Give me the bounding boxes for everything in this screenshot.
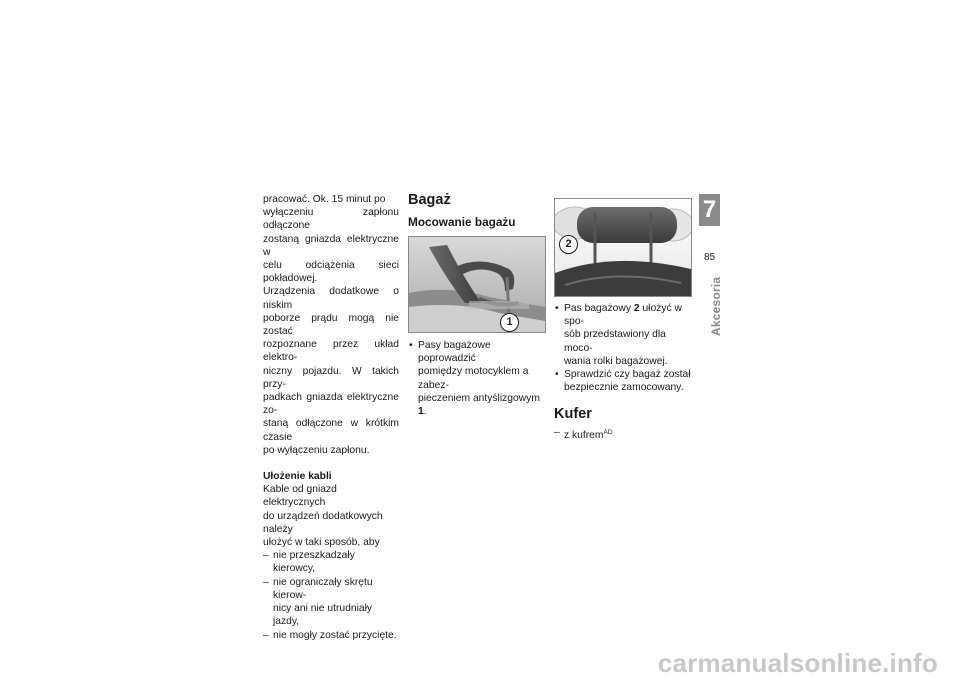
text-column-1	[263, 193, 399, 642]
photo-illustration	[409, 237, 545, 332]
bullet-marker: •	[555, 369, 559, 381]
reference-1: 1	[418, 406, 424, 418]
chapter-number: 7	[699, 194, 720, 226]
watermark: carmanualsonline.info	[657, 648, 938, 678]
bullet-item-strap-routing: • Pasy bagażowe poprowadzić pomiędzy motocyklem a zabez- pieczeniem antyślizgowym 1.	[409, 340, 540, 418]
bullet-marker: •	[555, 303, 559, 314]
bullet-marker: •	[409, 340, 413, 351]
dash-item: – nie mogły zostać przycięte.	[263, 629, 397, 641]
superscript-ad: AD	[603, 429, 613, 437]
photo-luggage-strap-passenger-seat	[408, 236, 546, 333]
subheading-cable-routing: Ułożenie kabli	[263, 471, 332, 483]
heading-top-case: Kufer	[554, 406, 592, 423]
page-number: 85	[703, 252, 716, 263]
chapter-name: Akcesoria	[709, 276, 723, 336]
dash-marker: –	[263, 576, 269, 588]
dash-marker: –	[263, 629, 269, 641]
text-column-2	[408, 192, 546, 418]
callout-2: 2	[559, 235, 578, 254]
heading-luggage: Bagaż	[408, 192, 451, 208]
dash-item: – z kufrem$^{AD}$	[554, 427, 613, 442]
subheading-securing-luggage: Mocowanie bagażu	[408, 215, 516, 229]
paragraph-sockets: pracować. Ok. 15 minut po wyłączeniu zapłonu odłączone zostaną gniazda elektryczne w celu odciążenia sieci pokładowej. Urządzenia dodatkowe o niskim poborze prądu mogą nie zostać rozpoznane przez układ elektro- niczny pojazdu. W takich przy- padkach gniazda elektryczne zo- staną odłączone w krótkim czasie po wyłączeniu zapłonu.	[263, 194, 399, 456]
bullet-item-strap-placement: • Pas bagażowy 2 ułożyć w spo- sób przedstawiony dla moco- wania rolki bagażowej.	[555, 303, 682, 367]
dash-item: – nie ograniczały skrętu kierow- nicy ani nie utrudniały jazdy,	[263, 576, 373, 628]
bullet-item-check-luggage: • Sprawdzić czy bagaż został bezpiecznie zamocowany.	[555, 369, 691, 394]
text-column-3	[554, 198, 692, 443]
dash-marker: –	[554, 427, 560, 439]
paragraph-cable-intro: Kable od gniazd elektrycznych do urządzeń dodatkowych należy ułożyć w taki sposób, aby	[263, 484, 383, 549]
dash-item: – nie przeszkadzały kierowcy,	[263, 550, 355, 575]
photo-luggage-roll-on-seat	[554, 198, 692, 297]
dash-marker: –	[263, 550, 269, 562]
callout-1: 1	[500, 313, 519, 332]
reference-2: 2	[633, 303, 640, 314]
chapter-side-tab	[699, 194, 723, 339]
